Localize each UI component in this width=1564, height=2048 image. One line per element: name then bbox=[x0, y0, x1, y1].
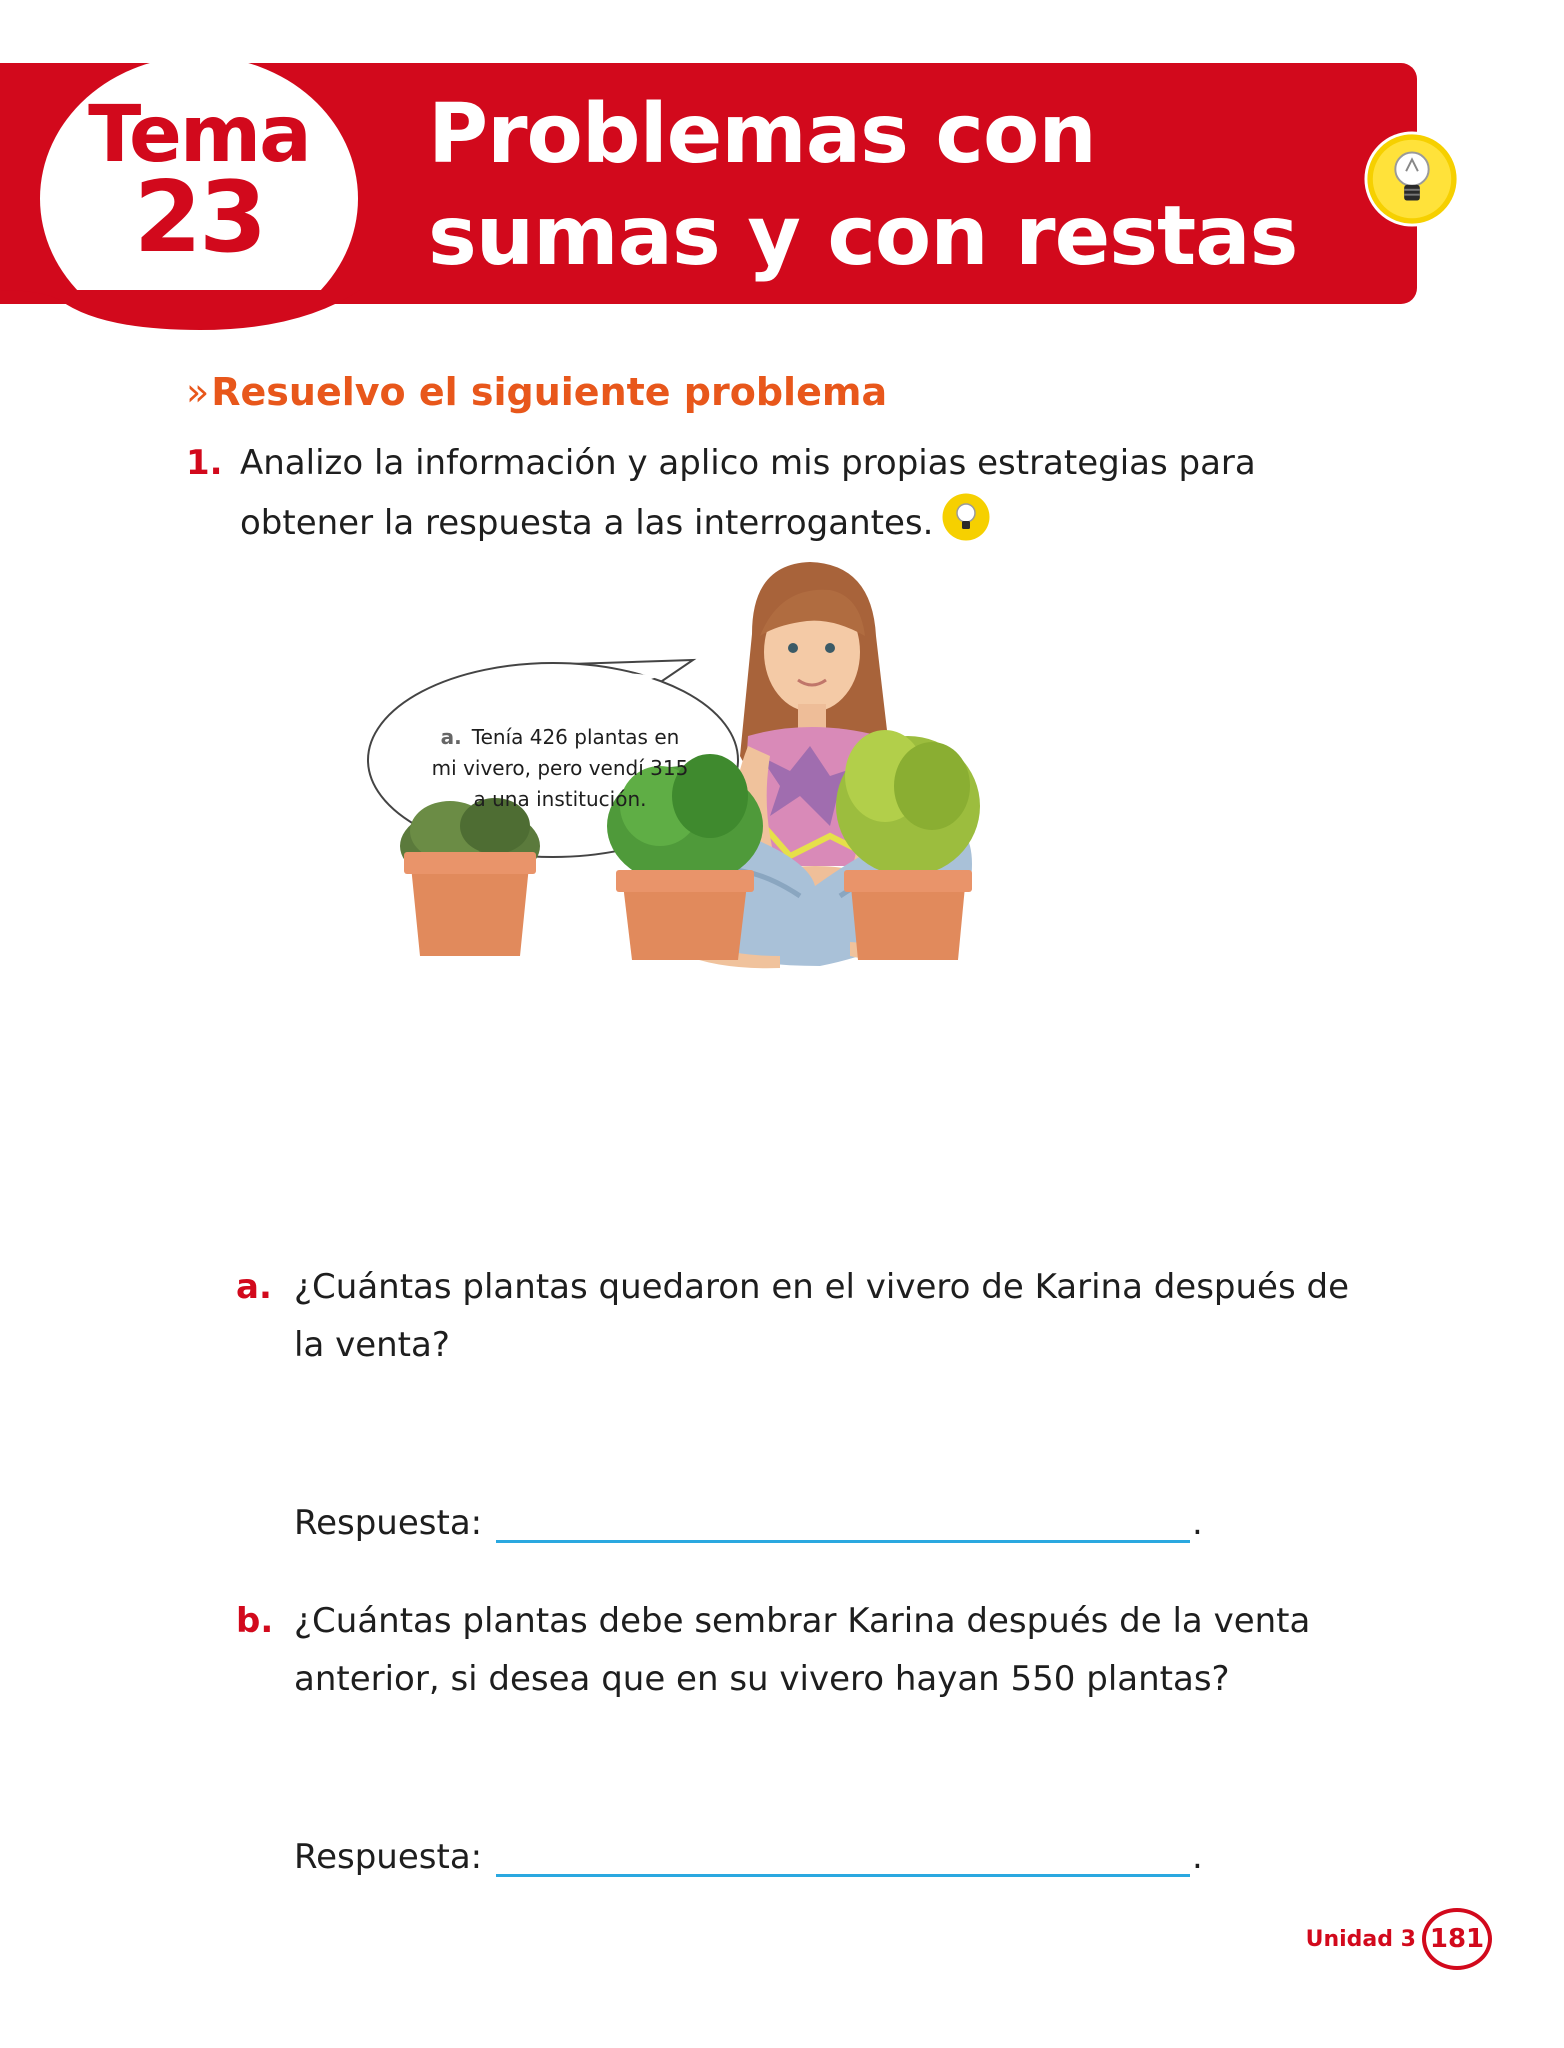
question-b-text bbox=[294, 1592, 1414, 1708]
page-title-line-2: sumas y con restas bbox=[428, 189, 1298, 284]
plant-pot-oregano bbox=[836, 730, 980, 960]
section-heading bbox=[186, 364, 887, 420]
page-title bbox=[428, 84, 1328, 288]
section-chevron: » bbox=[186, 370, 210, 414]
item-instructions-text: Analizo la información y aplico mis propias estrategias para obtener la respuesta a las interrogantes. bbox=[240, 443, 1256, 543]
section-heading-text: Resuelvo el siguiente problema bbox=[211, 370, 888, 414]
speech-bubble-line-2: mi vivero, pero vendí 315 bbox=[431, 756, 689, 780]
answer-a-line[interactable] bbox=[496, 1540, 1190, 1543]
question-a-line-2: la venta? bbox=[294, 1325, 450, 1365]
girl-with-plants-illustration bbox=[360, 556, 1190, 1256]
lightbulb-icon bbox=[941, 492, 991, 542]
answer-a-end: . bbox=[1192, 1503, 1203, 1543]
page-title-line-1: Problemas con bbox=[428, 87, 1096, 182]
page-number bbox=[1422, 1908, 1492, 1970]
answer-b-label: Respuesta: bbox=[294, 1837, 483, 1877]
answer-b-end: . bbox=[1192, 1837, 1203, 1877]
answer-a-label: Respuesta: bbox=[294, 1503, 483, 1543]
tema-badge-wave bbox=[0, 290, 360, 330]
tema-number: 23 bbox=[133, 161, 265, 275]
question-b-line-2: anterior, si desea que en su vivero hayan 550 plantas? bbox=[294, 1659, 1230, 1699]
question-a-letter: a. bbox=[236, 1267, 272, 1307]
speech-bubble-text bbox=[410, 722, 710, 815]
speech-bubble-line-1: a. Tenía 426 plantas en bbox=[440, 725, 680, 749]
plant-pot-thyme bbox=[400, 798, 540, 956]
page-number-text: 181 bbox=[1429, 1924, 1485, 1954]
question-b-line-1: ¿Cuántas plantas debe sembrar Karina después de la venta bbox=[294, 1601, 1311, 1641]
question-a-text bbox=[294, 1258, 1414, 1374]
question-b-letter: b. bbox=[236, 1601, 274, 1641]
item-instructions bbox=[240, 434, 1350, 552]
question-a-line-1: ¿Cuántas plantas quedaron en el vivero de Karina después de bbox=[294, 1267, 1349, 1307]
answer-b-line[interactable] bbox=[496, 1874, 1190, 1877]
unit-label: Unidad 3 bbox=[1305, 1927, 1416, 1952]
lightbulb-icon bbox=[1363, 130, 1461, 228]
tema-label: Tema bbox=[88, 90, 310, 180]
speech-bubble-line-3: a una institución. bbox=[473, 787, 647, 811]
item-number: 1. bbox=[186, 443, 223, 483]
speech-bubble-label: a. bbox=[440, 725, 462, 749]
